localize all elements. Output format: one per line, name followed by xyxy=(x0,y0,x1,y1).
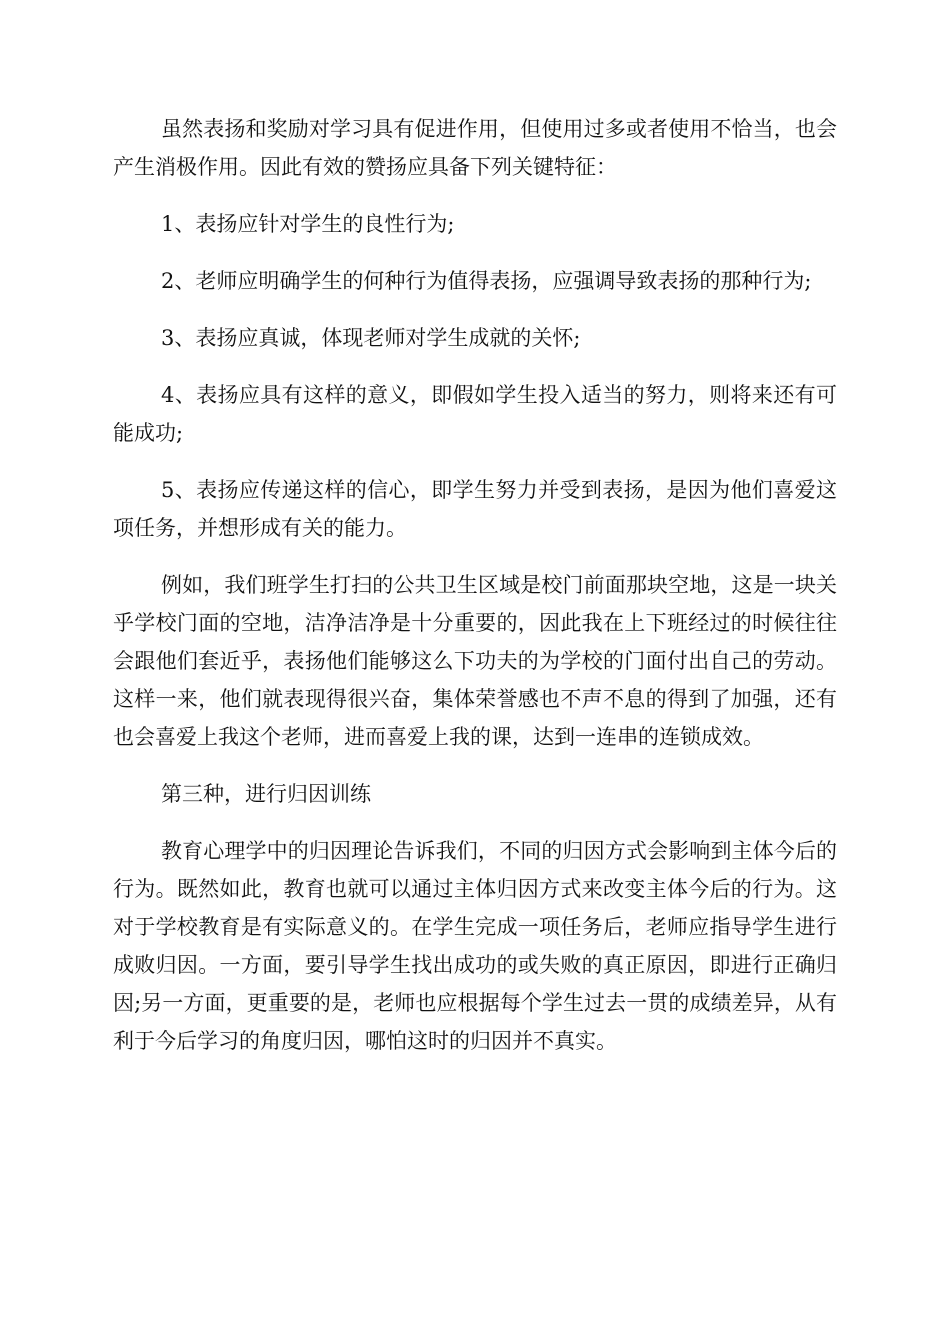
paragraph-item-3: 3、表扬应真诚，体现老师对学生成就的关怀; xyxy=(161,326,581,350)
paragraph-item-1: 1、表扬应针对学生的良性行为; xyxy=(161,212,455,236)
paragraph-item-5: 5、表扬应传递这样的信心，即学生努力并受到表扬，是因为他们喜爱这项任务，并想形成有关的能力。 xyxy=(113,478,837,540)
paragraph-intro: 虽然表扬和奖励对学习具有促进作用，但使用过多或者使用不恰当，也会产生消极作用。因此有效的赞扬应具备下列关键特征： xyxy=(113,117,837,179)
paragraph-item-4: 4、表扬应具有这样的意义，即假如学生投入适当的努力，则将来还有可能成功; xyxy=(113,383,837,445)
paragraph-example: 例如，我们班学生打扫的公共卫生区域是校门前面那块空地，这是一块关乎学校门面的空地，洁净洁净是十分重要的，因此我在上下班经过的时候往往会跟他们套近乎，表扬他们能够这么下功夫的为学校的门面付出自己的劳动。这样一来，他们就表现得很兴奋，集体荣誉感也不声不息的得到了加强，还有也会喜爱上我这个老师，进而喜爱上我的课，达到一连串的连锁成效。 xyxy=(113,573,837,749)
document-body xyxy=(113,110,837,1079)
paragraph-attribution: 教育心理学中的归因理论告诉我们，不同的归因方式会影响到主体今后的行为。既然如此，教育也就可以通过主体归因方式来改变主体今后的行为。这对于学校教育是有实际意义的。在学生完成一项任务后，老师应指导学生进行成败归因。一方面，要引导学生找出成功的或失败的真正原因，即进行正确归因;另一方面，更重要的是，老师也应根据每个学生过去一贯的成绩差异，从有利于今后学习的角度归因，哪怕这时的归因并不真实。 xyxy=(113,839,837,1053)
paragraph-item-2: 2、老师应明确学生的何种行为值得表扬，应强调导致表扬的那种行为; xyxy=(161,269,812,293)
section-heading: 第三种，进行归因训练 xyxy=(161,782,371,806)
